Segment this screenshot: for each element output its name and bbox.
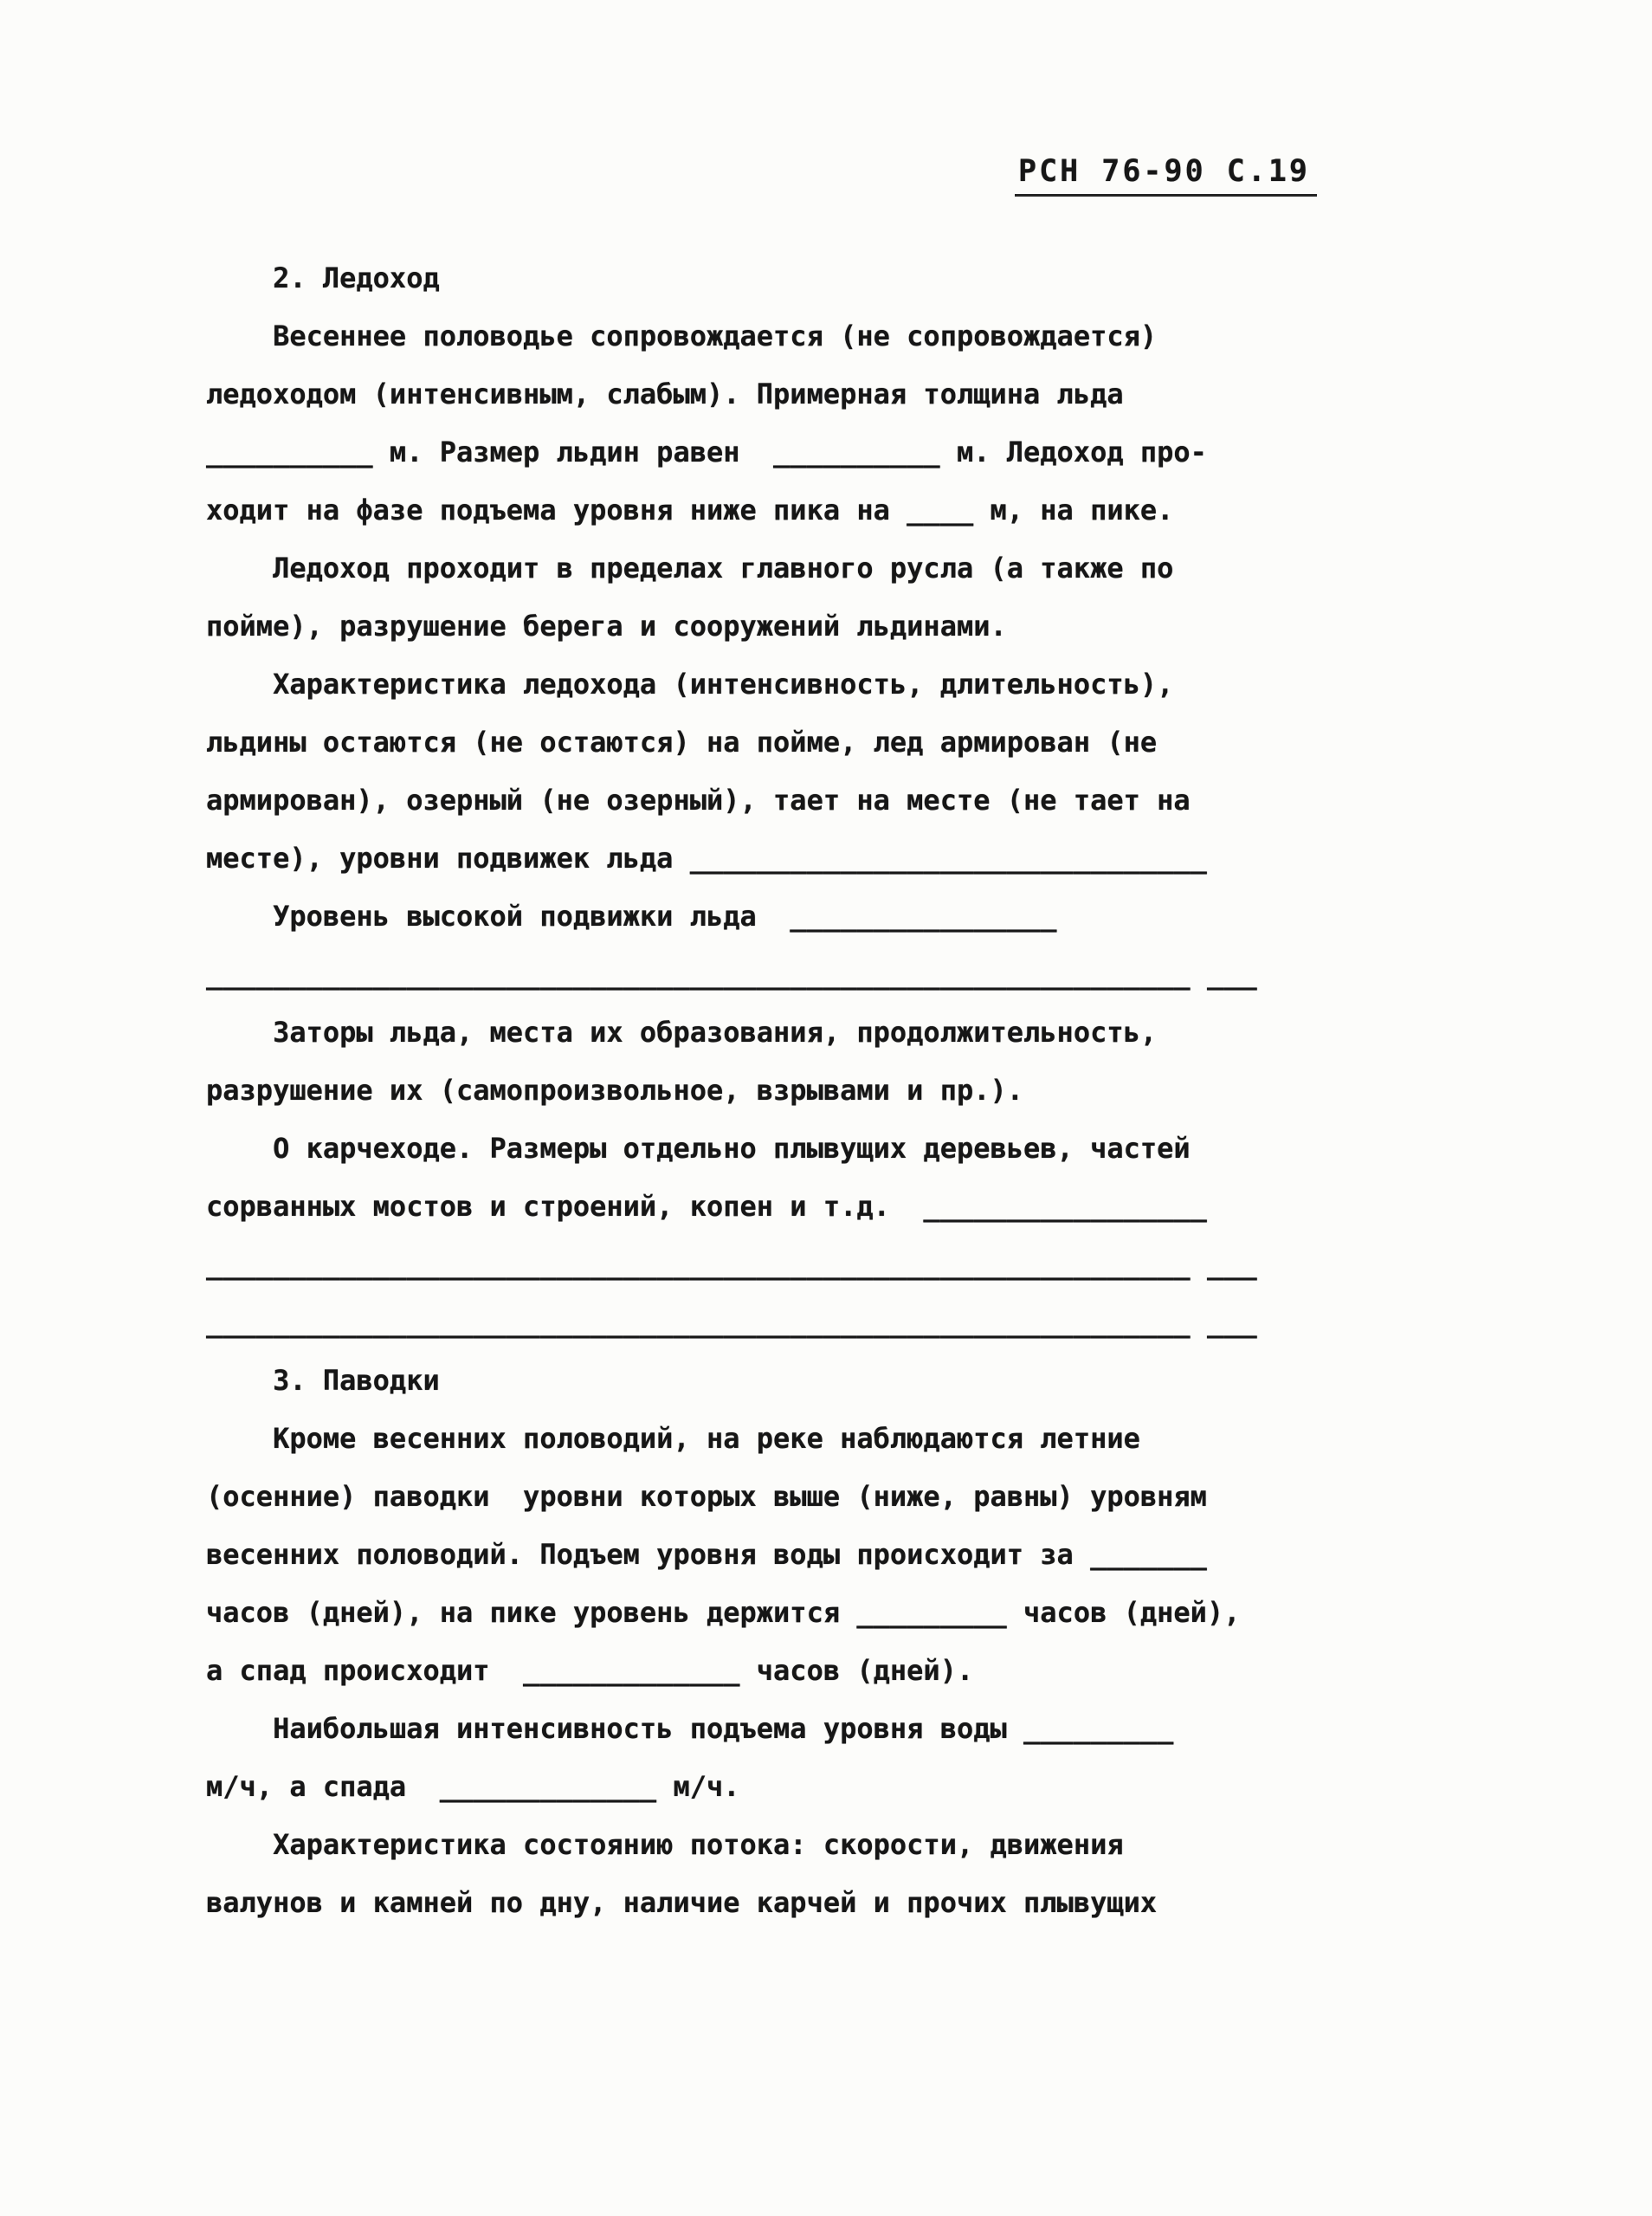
doc-line: Кроме весенних половодий, на реке наблюдаются летние	[206, 1422, 1140, 1455]
document-body	[206, 249, 1306, 1932]
doc-line: Ледоход проходит в пределах главного русла (а также по	[206, 552, 1174, 585]
doc-line: Весеннее половодье сопровождается (не сопровождается)	[206, 320, 1158, 352]
doc-line: армирован), озерный (не озерный), тает на месте (не тает на	[206, 784, 1191, 817]
blank-fill-line: ___________________________________________________________ ___	[206, 958, 1257, 991]
doc-line: разрушение их (самопроизвольное, взрывами и пр.).	[206, 1074, 1024, 1107]
doc-line: льдины остаются (не остаются) на пойме, лед армирован (не	[206, 726, 1158, 759]
blank-fill-line: ___________________________________________________________ ___	[206, 1248, 1257, 1281]
doc-line-with-blank: весенних половодий. Подъем уровня воды происходит за _______	[206, 1538, 1207, 1571]
doc-line: (осенние) паводки уровни которых выше (ниже, равны) уровням	[206, 1480, 1207, 1513]
blank-fill-line: ___________________________________________________________ ___	[206, 1306, 1257, 1339]
doc-line-with-blank: часов (дней), на пике уровень держится _________ часов (дней),	[206, 1596, 1241, 1629]
doc-line: пойме), разрушение берега и сооружений льдинами.	[206, 610, 1007, 643]
doc-line-with-blank: а спад происходит _____________ часов (дней).	[206, 1654, 974, 1687]
doc-line-with-blank: м/ч, а спада _____________ м/ч.	[206, 1770, 740, 1803]
document-code-header: РСН 76-90 С.19	[1015, 154, 1317, 197]
doc-line-with-blank: __________ м. Размер льдин равен __________ м. Ледоход про-	[206, 436, 1207, 468]
doc-line: ледоходом (интенсивным, слабым). Примерная толщина льда	[206, 378, 1124, 410]
doc-line-with-blank: Уровень высокой подвижки льда ________________	[206, 900, 1057, 933]
doc-line: Характеристика ледохода (интенсивность, длительность),	[206, 668, 1174, 701]
doc-line-with-blank: сорванных мостов и строений, копен и т.д. _________________	[206, 1190, 1207, 1223]
doc-line: О карчеходе. Размеры отдельно плывущих деревьев, частей	[206, 1132, 1191, 1165]
doc-line: Заторы льда, места их образования, продолжительность,	[206, 1016, 1158, 1049]
section-heading-ledohod: 2. Ледоход	[206, 262, 440, 294]
doc-line: валунов и камней по дну, наличие карчей и прочих плывущих	[206, 1886, 1158, 1919]
section-heading-pavodki: 3. Паводки	[206, 1364, 440, 1397]
doc-line-with-blank: ходит на фазе подъема уровня ниже пика на ____ м, на пике.	[206, 494, 1174, 527]
doc-line-with-blank: месте), уровни подвижек льда _______________________________	[206, 842, 1207, 875]
doc-line-with-blank: Наибольшая интенсивность подъема уровня воды _________	[206, 1712, 1174, 1745]
doc-line: Характеристика состоянию потока: скорости, движения	[206, 1828, 1124, 1861]
